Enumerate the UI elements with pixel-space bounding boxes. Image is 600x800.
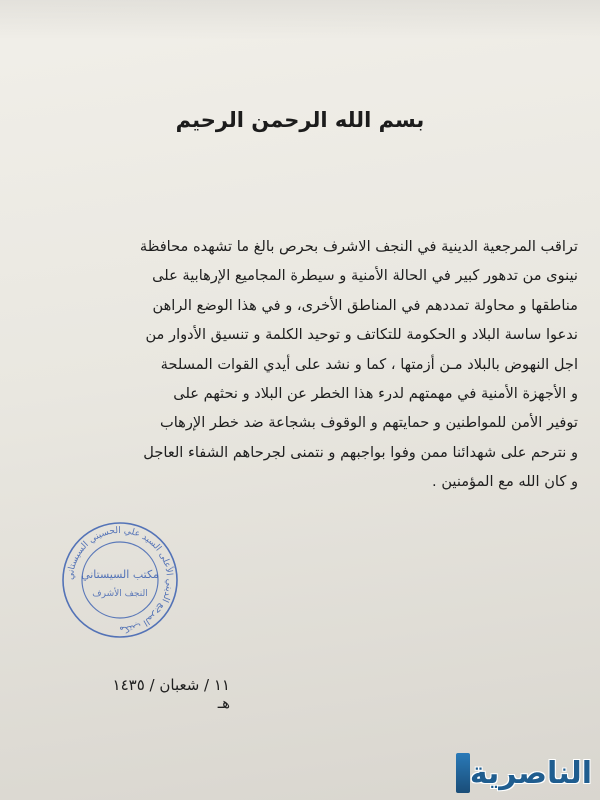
statement-line: و كان الله مع المؤمنين . (432, 473, 578, 491)
statement-line: و الأجهزة الأمنية في مهمتهم لدرء هذا الخطر عن البلاد و نحثهم على (173, 385, 578, 403)
watermark-logo (452, 750, 592, 796)
office-seal-stamp (60, 520, 180, 640)
statement-line: مناطقها و محاولة تمددهم في المناطق الأخرى، و في هذا الوضع الراهن (152, 296, 578, 314)
stamp-center-text: مكتب السيستاني (81, 568, 159, 581)
stamp-bottom-text: النجف الأشرف (92, 589, 148, 599)
statement-body (20, 232, 578, 497)
document-date: ١١ / شعبان / ١٤٣٥ هـ (112, 676, 230, 712)
basmala-title: بسم الله الرحمن الرحيم (175, 108, 425, 132)
statement-line: تراقب المرجعية الدينية في النجف الاشرف بحرص بالغ ما تشهده محافظة (139, 238, 578, 255)
statement-line: اجل النهوض بالبلاد مـن أزمتها ، كما و نشد على أيدي القوات المسلحة (160, 355, 578, 373)
watermark-text: الناصرية (469, 755, 592, 791)
stamp-ring-text: مكتب المرجع الديني الأعلى السيد علي الحسيني السيستاني (65, 525, 175, 635)
statement-line: توفير الأمن للمواطنين و حمايتهم و الوقوف بشجاعة ضد خطر الإرهاب (159, 414, 578, 432)
statement-line: و نترحم على شهدائنا ممن وفوا بواجبهم و نتمنى لجرحاهم الشفاء العاجل (143, 443, 578, 461)
statement-line: ندعوا ساسة البلاد و الحكومة للتكاتف و توحيد الكلمة و تنسيق الأدوار من (145, 326, 578, 344)
top-shadow (0, 0, 600, 40)
statement-line: نينوى من تدهور كبير في الحالة الأمنية و سيطرة المجاميع الإرهابية على (152, 267, 578, 285)
watermark-mark-icon (456, 753, 470, 793)
